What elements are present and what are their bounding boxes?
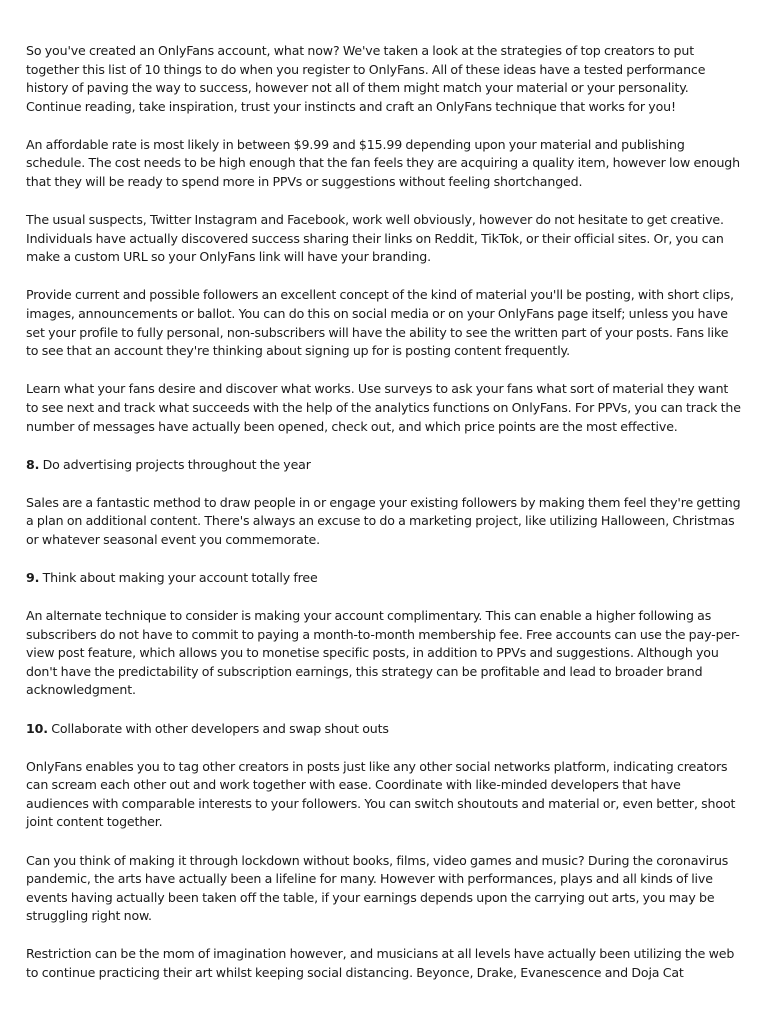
section-heading-text: Think about making your account totally free xyxy=(39,569,318,585)
lockdown-paragraph: Can you think of making it through lockdown without books, films, video games and music? During the coronavirus pandemic, the arts have actually been a lifeline for many. However with performances, plays and all kinds of live events having actually been taken off the table, if your earnings depends upon the carrying out arts, you may be struggling right now. xyxy=(26,852,729,924)
preview-content-paragraph: Provide current and possible followers an excellent concept of the kind of material you'll be posting, with short clips, images, announcements or ballot. You can do this on social media or on your OnlyFans page itself; unless you have set your profile to fully personal, non-subscribers will have the ability to see the written part of your posts. Fans like to see that an account they're thinking about signing up for is posting content frequently. xyxy=(26,287,734,359)
collaboration-paragraph: OnlyFans enables you to tag other creators in posts just like any other social networks platform, indicating creators can scream each other out and work together with ease. Coordinate with like-minded developers that have audiences with comparable interests to your followers. You can switch shoutouts and material or, even better, shoot joint content together. xyxy=(26,758,736,830)
intro-paragraph: So you've created an OnlyFans account, what now? We've taken a look at the strategies of top creators to put together this list of 10 things to do when you register to OnlyFans. All of these ideas have a tested performance history of paving the way to success, however not all of them might match your material or your personality. Continue reading, take inspiration, trust your instincts and craft an OnlyFans technique that works for you! xyxy=(26,43,706,114)
restriction-paragraph: Restriction can be the mom of imagination however, and musicians at all levels have actually been utilizing the web to continue practicing their art whilst keeping social distancing. Beyonce, Drake, Evanescence and Doja Cat xyxy=(26,946,735,980)
section-number: 9. xyxy=(26,569,40,585)
analytics-paragraph: Learn what your fans desire and discover what works. Use surveys to ask your fans what sort of material they want to see next and track what succeeds with the help of the analytics functions on OnlyFans. For PPVs, you can track the number of messages have actually been opened, check out, and which price points are the most effective. xyxy=(26,381,741,434)
section-number: 8. xyxy=(26,456,40,472)
section-heading-10 xyxy=(26,720,742,739)
section-heading-text: Do advertising projects throughout the year xyxy=(39,456,311,472)
section-number: 10. xyxy=(26,720,48,736)
sales-paragraph: Sales are a fantastic method to draw people in or engage your existing followers by making them feel they're getting a plan on additional content. There's always an excuse to do a marketing project, like utilizing Halloween, Christmas or whatever seasonal event you commemorate. xyxy=(26,494,741,547)
section-heading-8 xyxy=(26,456,742,475)
section-heading-9 xyxy=(26,569,742,588)
document-body xyxy=(26,42,742,1002)
free-account-paragraph: An alternate technique to consider is making your account complimentary. This can enable a higher following as subscribers do not have to commit to paying a month-to-month membership fee. Free accounts can use the pay-per-view post feature, which allows you to monetise specific posts, in addition to PPVs and suggestions. Although you don't have the predictability of subscription earnings, this strategy can be profitable and lead to broader brand acknowledgment. xyxy=(26,608,740,698)
pricing-paragraph: An affordable rate is most likely in between $9.99 and $15.99 depending upon your material and publishing schedule. The cost needs to be high enough that the fan feels they are acquiring a quality item, however low enough that they will be ready to spend more in PPVs or suggestions without feeling shortchanged. xyxy=(26,136,740,190)
promotion-paragraph: The usual suspects, Twitter Instagram and Facebook, work well obviously, however do not hesitate to get creative. Individuals have actually discovered success sharing their links on Reddit, TikTok, or their official sites. Or, you can make a custom URL so your OnlyFans link will have your branding. xyxy=(26,212,724,265)
section-heading-text: Collaborate with other developers and swap shout outs xyxy=(47,720,389,736)
